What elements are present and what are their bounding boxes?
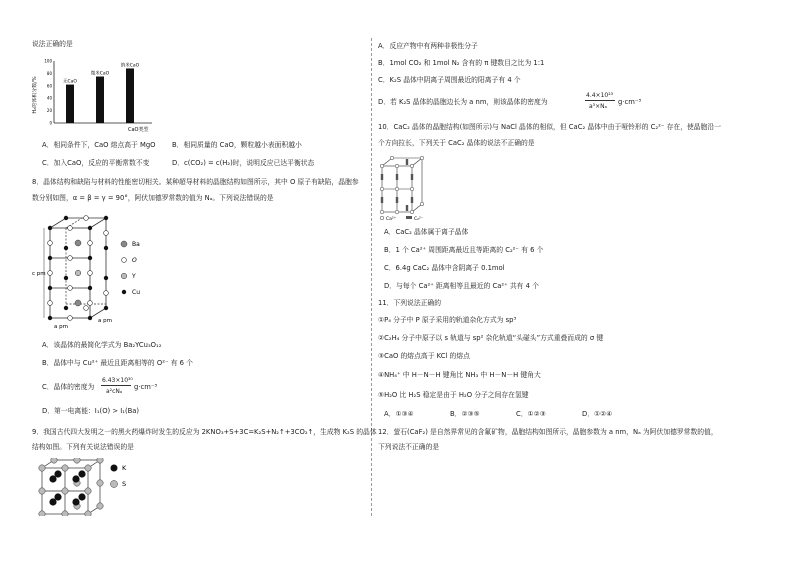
q11-option-b: B．②③⑤ <box>450 410 480 418</box>
ca-ion <box>420 156 424 160</box>
c2-ion <box>411 174 413 180</box>
o-atom <box>48 301 53 306</box>
k-legend-icon <box>111 465 118 472</box>
c2-ion <box>411 197 413 203</box>
ca-ion <box>380 187 384 191</box>
k-atom <box>72 475 79 482</box>
q9-option-d-prefix: D．若 K₂S 晶体的晶胞边长为 a nm，则该晶体的密度为 <box>378 98 548 106</box>
q9-option-d-unit: g·cm⁻³ <box>618 98 642 106</box>
legend-ba: Ba <box>132 241 140 248</box>
cu-atom <box>48 256 52 260</box>
q11-statement-1: ①P₄ 分子中 P 原子采用的轨道杂化方式为 sp³ <box>378 316 517 324</box>
ba-atom <box>75 300 81 306</box>
q10-option-a: A．CaC₂ 晶体属于离子晶体 <box>384 228 469 236</box>
q9-option-d-numerator: 4.4×10²³ <box>586 92 614 99</box>
legend-cu: Cu <box>132 289 140 296</box>
s-atom <box>97 503 103 509</box>
q12-stem-line1: 12．萤石(CaF₂) 是自然界常见的含氟矿物，晶胞结构如图所示，晶胞参数为 a nm，Nₐ 为阿伏加德罗常数的值， <box>378 428 718 436</box>
cu-atom <box>64 216 68 220</box>
q8-option-d: D．第一电离能：I₁(O) > I₁(Ba) <box>42 407 140 415</box>
s-legend-icon <box>111 481 118 488</box>
cu-atom <box>88 286 92 290</box>
ca-ion <box>380 210 384 214</box>
c2-ion <box>381 174 383 180</box>
s-atom <box>39 511 45 516</box>
chart-bar <box>96 77 104 124</box>
k-atom <box>78 470 85 477</box>
chart-ytick-label: 0 <box>49 120 52 126</box>
chart-xlabel: CaO类型 <box>128 127 149 133</box>
q7-option-d: D．c(CO₂) = c(H₂)时，说明反应已达平衡状态 <box>172 159 315 167</box>
o-atom <box>68 316 73 321</box>
c2-ion <box>406 205 408 211</box>
q11-statement-4: ④NH₄⁺ 中 H－N－H 键角比 NH₃ 中 H－N－H 键角大 <box>378 371 541 379</box>
cu-atom <box>64 246 68 250</box>
s-atom <box>97 458 103 463</box>
chart-ytick-label: 60 <box>46 83 52 89</box>
ca-ion <box>410 164 414 168</box>
cu-atom <box>48 316 52 320</box>
cu-atom <box>48 226 52 230</box>
ca-ion <box>390 156 394 160</box>
chart-ytick-label: 40 <box>46 95 52 101</box>
legend-o: O <box>132 257 137 264</box>
c2-ion <box>381 197 383 203</box>
q9-stem-line2: 结构如图。下列有关说法错误的是 <box>32 443 134 451</box>
ba-legend-icon <box>121 241 127 247</box>
q8-option-c-unit: g·cm⁻³ <box>134 383 158 391</box>
ca-ion <box>410 210 414 214</box>
chart-bar-label: 微米CaO <box>90 71 110 77</box>
o-atom <box>104 291 109 296</box>
ca-ion <box>410 187 414 191</box>
o-atom <box>88 271 93 276</box>
legend-ca: Ca²⁺ <box>386 217 397 222</box>
c2-legend-icon <box>406 216 412 219</box>
q11-statement-2: ②C₂H₄ 分子中原子以 s 轨道与 sp² 杂化轨道“头碰头”方式重叠而成的 σ 键 <box>378 334 604 342</box>
s-atom <box>39 465 45 471</box>
q11-statement-5: ⑤H₂O 比 H₂S 稳定是由于 H₂O 分子之间存在氢键 <box>378 391 529 399</box>
c2-ion <box>406 159 408 165</box>
column-divider <box>371 38 372 516</box>
cu-legend-icon <box>122 290 126 294</box>
chart-ytick-label: 100 <box>44 58 52 64</box>
q7-option-b: B．相同质量的 CaO，颗粒越小表面积越小 <box>172 141 302 149</box>
q9-option-d-fraction-bar <box>585 100 615 101</box>
y-legend-icon <box>121 273 127 279</box>
q12-stem-line2: 下列说法不正确的是 <box>378 443 440 451</box>
cu-atom <box>104 216 108 220</box>
q8-option-a: A．该晶体的最简化学式为 Ba₂YCu₃O₁₂ <box>42 341 162 349</box>
k-atom <box>54 470 61 477</box>
chart-ytick-label: 80 <box>46 70 52 76</box>
ca-ion <box>395 164 399 168</box>
y-atom <box>75 270 81 276</box>
q8-stem-line1: 8．晶体结构和缺陷与材料的性能密切相关。某种超导材料的晶胞结构如图所示，其中 O 原子有缺陷，晶胞参 <box>32 178 359 186</box>
k-atom <box>78 493 85 500</box>
q8-stem-line2: 数分别如图，α = β = γ = 90°，阿伏加德罗常数的值为 Nₐ。下列说法错误的是 <box>32 194 274 202</box>
cac2-unit-cell <box>378 152 448 222</box>
q9-option-c: C．K₂S 晶体中阴离子周围最近的阳离子有 4 个 <box>378 76 521 84</box>
chart-ylabel: H₂的体积分数/% <box>32 76 38 114</box>
superconductor-unit-cell <box>32 212 192 332</box>
o-atom <box>84 216 89 221</box>
s-atom <box>97 480 103 486</box>
o-atom <box>48 241 53 246</box>
q10-stem-line1: 10．CaC₂ 晶体的晶胞结构(如图所示)与 NaCl 晶体的相似，但 CaC₂ 晶体中由于哑铃形的 C₂²⁻ 存在，使晶胞沿一 <box>378 123 721 131</box>
chart-bar <box>126 68 134 123</box>
o-atom <box>48 271 53 276</box>
q7-option-a: A．相同条件下，CaO 熔点高于 MgO <box>42 141 156 149</box>
s-atom <box>74 458 80 463</box>
q8-option-c-prefix: C．晶体的密度为 <box>42 383 95 391</box>
cu-atom <box>104 306 108 310</box>
ca-ion <box>395 210 399 214</box>
ba-atom <box>75 240 81 246</box>
s-atom <box>62 488 68 494</box>
q9-option-a: A．反应产物中有两种非极性分子 <box>378 42 478 50</box>
q10-option-d: D．与每个 Ca²⁺ 距离相等且最近的 Ca²⁺ 共有 4 个 <box>384 282 539 290</box>
o-atom <box>68 226 73 231</box>
k2s-crystal-cell <box>36 458 146 516</box>
q9-option-b: B．1mol CO₂ 和 1mol N₂ 含有的 π 键数目之比为 1:1 <box>378 59 545 67</box>
o-atom <box>68 256 73 261</box>
q11-statement-3: ③CaO 的熔点高于 KCl 的熔点 <box>378 352 470 360</box>
q8-option-c-numerator: 6.43×10³⁰ <box>102 377 133 384</box>
o-atom <box>68 286 73 291</box>
legend-y: Y <box>132 273 136 280</box>
chart-bar-label: 纳米CaO <box>120 63 140 69</box>
q11-option-c: C．①②③ <box>516 410 546 418</box>
chart-ytick-label: 20 <box>46 108 52 114</box>
q8-option-b: B．晶体中与 Cu²⁺ 最近且距离相等的 O²⁻ 有 6 个 <box>42 359 193 367</box>
o-atom <box>84 306 89 311</box>
q11-option-d: D．①②④ <box>582 410 613 418</box>
a-parameter-label-1: a pm <box>54 324 68 330</box>
c-parameter-label: c pm <box>32 271 46 277</box>
cu-atom <box>88 316 92 320</box>
cu-atom <box>88 256 92 260</box>
chart-yticks <box>44 59 52 126</box>
q11-option-a: A．①③④ <box>384 410 414 418</box>
o-atom <box>88 241 93 246</box>
q9-stem-line1: 9．我国古代四大发明之一的黑火药爆炸时发生的反应为 2KNO₃+S+3C=K₂S+N₂↑+3CO₂↑，生成物 K₂S 的晶体 <box>32 428 377 436</box>
cu-atom <box>104 246 108 250</box>
q8-option-c-denominator: a²cNₐ <box>106 388 123 395</box>
s-atom <box>85 511 91 516</box>
q11-stem: 11．下列说法正确的 <box>378 299 442 307</box>
s-atom <box>62 511 68 516</box>
cu-atom <box>48 286 52 290</box>
cu-atom <box>64 276 68 280</box>
s-atom <box>85 465 91 471</box>
s-atom <box>39 488 45 494</box>
c2-ion <box>396 197 398 203</box>
chart-bar <box>66 85 74 123</box>
ca-legend-icon <box>380 216 384 220</box>
o-atom <box>104 231 109 236</box>
q7-lead: 说法正确的是 <box>32 40 73 48</box>
c2-ion <box>396 174 398 180</box>
legend-s: S <box>122 480 127 488</box>
o-legend-icon <box>122 258 127 263</box>
ca-ion <box>395 187 399 191</box>
legend-c2: C₂²⁻ <box>414 217 424 222</box>
legend-k: K <box>122 464 127 472</box>
chart-bar-label: 无CaO <box>63 79 77 85</box>
k-atom <box>54 493 61 500</box>
h2-volume-bar-chart <box>32 55 172 137</box>
q9-option-d-denominator: a³×Nₐ <box>589 103 607 110</box>
s-atom <box>51 458 57 463</box>
q10-option-b: B．1 个 Ca²⁺ 周围距离最近且等距离的 C₂²⁻ 有 6 个 <box>384 246 544 254</box>
s-atom <box>62 465 68 471</box>
cu-atom <box>88 226 92 230</box>
ca-ion <box>380 164 384 168</box>
q10-stem-line2: 个方向拉长，下列关于 CaC₂ 晶体的说法不正确的是 <box>378 139 535 147</box>
o-atom <box>88 301 93 306</box>
q7-option-c: C．加入CaO，反应的平衡常数不变 <box>42 159 150 167</box>
q8-option-c-fraction-bar <box>101 385 131 386</box>
ca-ion <box>420 202 424 206</box>
cu-atom <box>64 306 68 310</box>
a-parameter-label-2: a pm <box>98 318 112 324</box>
k-atom <box>72 498 79 505</box>
cu-atom <box>104 276 108 280</box>
s-atom <box>85 488 91 494</box>
q10-option-c: C．6.4g CaC₂ 晶体中含阴离子 0.1mol <box>384 264 505 272</box>
